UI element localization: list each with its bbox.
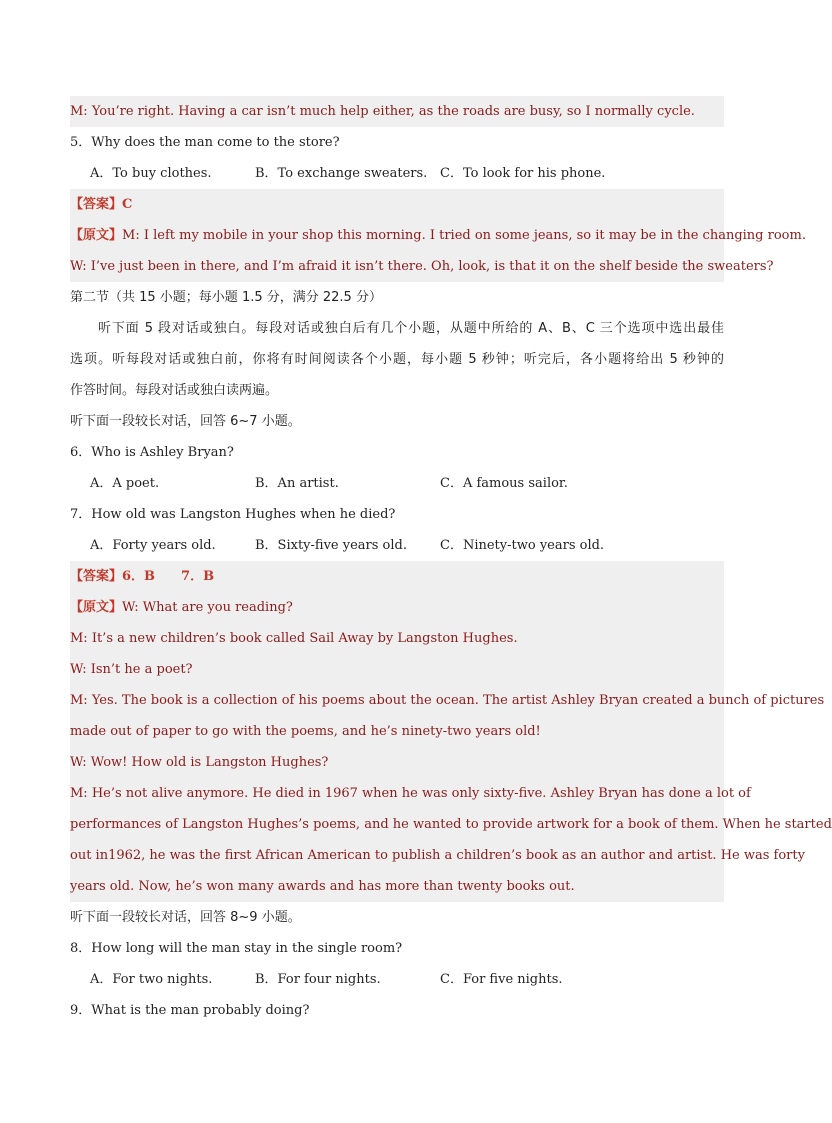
dialogue-line: performances of Langston Hughes’s poems, and he wanted to provide artwork for a book of them. When he started [70,809,724,840]
dialogue-line: W: Wow! How old is Langston Hughes? [70,747,724,778]
option-b: B．An artist. [255,476,339,491]
answer-value: 6．B 7．B [122,569,215,584]
option-b: B．To exchange sweaters. [255,166,428,181]
options-7 [70,530,724,561]
section-heading: 第二节（共 15 小题；每小题 1.5 分，满分 22.5 分） [70,290,382,305]
options-5 [70,158,724,189]
question-9: 9．What is the man probably doing? [70,1003,310,1018]
dialogue-line: W: I’ve just been in there, and I’m afraid it isn’t there. Oh, look, is that it on the shelf beside the sweaters? [70,251,724,282]
dialogue-line: M: I left my mobile in your shop this morning. I tried on some jeans, so it may be in the changing room. [122,228,806,243]
dialogue-line: M: It’s a new children’s book called Sail Away by Langston Hughes. [70,623,724,654]
listen-prompt: 听下面一段较长对话，回答 8~9 小题。 [70,910,301,925]
answer-5 [70,189,724,220]
option-a: A．Forty years old. [90,538,216,553]
option-a: A．For two nights. [90,972,213,987]
options-8 [70,964,724,995]
option-c: C．A famous sailor. [440,476,568,491]
document-page [70,96,832,1026]
option-c: C．For five nights. [440,972,563,987]
question-6: 6．Who is Ashley Bryan? [70,445,234,460]
answer-tag: 【答案】 [70,569,123,584]
dialogue-line: years old. Now, he’s won many awards and has more than twenty books out. [70,871,724,902]
instruction-line: 选项。听每段对话或独白前，你将有时间阅读各个小题，每小题 5 秒钟；听完后，各小题将给出 5 秒钟的 [70,352,724,367]
original-tag: 【原文】 [70,600,123,615]
answer-value: C [122,197,133,212]
dialogue-line: M: You’re right. Having a car isn’t much help either, as the roads are busy, so I normally cycle. [70,96,724,127]
question-5: 5．Why does the man come to the store? [70,135,340,150]
option-c: C．To look for his phone. [440,166,606,181]
option-b: B．For four nights. [255,972,381,987]
listen-prompt: 听下面一段较长对话，回答 6~7 小题。 [70,414,301,429]
dialogue-line: made out of paper to go with the poems, and he’s ninety-two years old! [70,716,724,747]
question-8: 8．How long will the man stay in the single room? [70,941,403,956]
instruction-line: 作答时间。每段对话或独白读两遍。 [70,383,279,398]
instruction-line: 听下面 5 段对话或独白。每段对话或独白后有几个小题，从题中所给的 A、B、C 三个选项中选出最佳 [98,321,724,336]
original-text-5 [70,220,806,251]
answer-tag: 【答案】 [70,197,123,212]
option-a: A．A poet. [90,476,160,491]
answer-6-7 [70,561,724,592]
dialogue-line: W: What are you reading? [122,600,293,615]
option-c: C．Ninety-two years old. [440,538,605,553]
original-tag: 【原文】 [70,228,123,243]
question-7: 7．How old was Langston Hughes when he died? [70,507,396,522]
dialogue-line: W: Isn’t he a poet? [70,654,724,685]
dialogue-line: M: He’s not alive anymore. He died in 1967 when he was only sixty-five. Ashley Bryan has done a lot of [70,778,724,809]
options-6 [70,468,724,499]
dialogue-line: out in1962, he was the first African American to publish a children’s book as an author and artist. He was forty [70,840,724,871]
option-a: A．To buy clothes. [90,166,212,181]
dialogue-line: M: Yes. The book is a collection of his poems about the ocean. The artist Ashley Bryan created a bunch of pictures [70,685,724,716]
option-b: B．Sixty-five years old. [255,538,407,553]
original-text-6-7 [70,592,724,623]
